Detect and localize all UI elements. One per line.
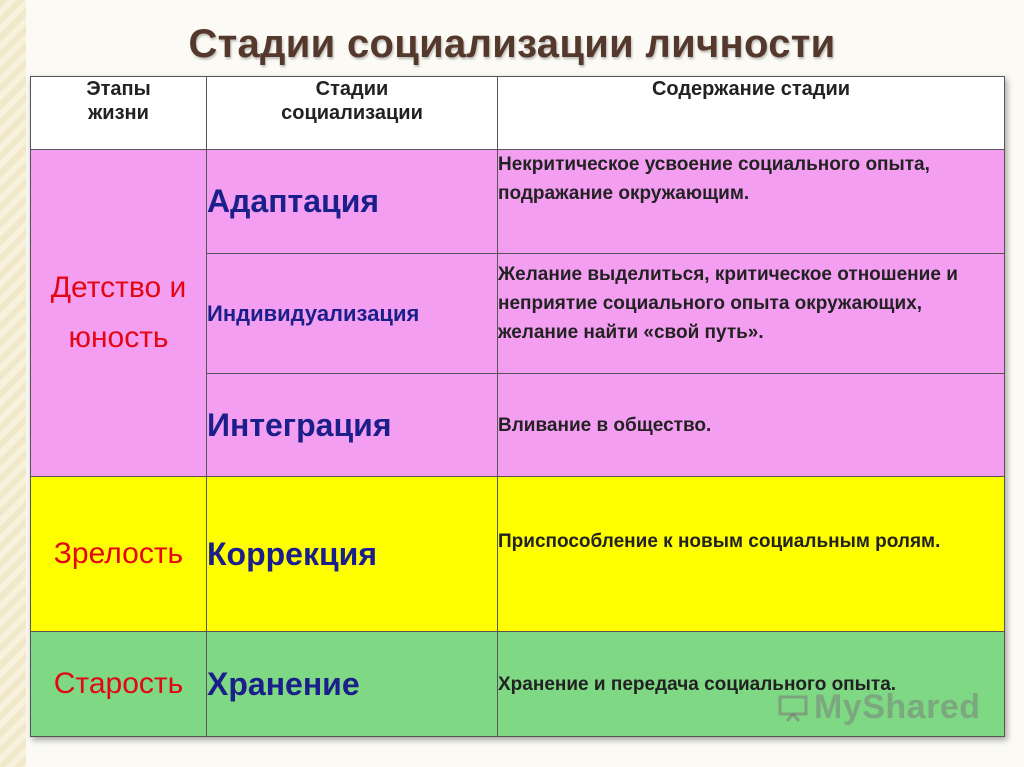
- table-row: [31, 477, 1005, 632]
- stage-integration: Интеграция: [207, 374, 498, 477]
- stage-content: Приспособление к новым социальным ролям.: [498, 477, 1005, 632]
- stage-content: Вливание в общество.: [498, 374, 1005, 477]
- table-row: [31, 150, 1005, 254]
- watermark: [778, 688, 981, 727]
- table-header-row: [31, 77, 1005, 150]
- header-stage-content: Содержание стадии: [498, 77, 1005, 150]
- stage-preservation: Хранение: [207, 632, 498, 737]
- watermark-text: MyShared: [814, 688, 981, 726]
- page-title: Стадии социализации личности: [188, 22, 836, 66]
- life-stage-old-age: Старость: [31, 632, 207, 737]
- socialization-table: [30, 76, 1005, 737]
- life-stage-childhood: Детство и юность: [31, 150, 207, 477]
- stage-content: Хранение и передача социального опыта.: [498, 632, 1005, 737]
- life-stage-maturity: Зрелость: [31, 477, 207, 632]
- decorative-stripe: [0, 0, 26, 767]
- header-socialization-stages: Стадии социализации: [207, 77, 498, 150]
- stage-correction: Коррекция: [207, 477, 498, 632]
- stage-individualization: Индивидуализация: [207, 254, 498, 374]
- header-life-stages: Этапы жизни: [31, 77, 207, 150]
- stage-content: Желание выделиться, критическое отношение и неприятие социального опыта окружающих, желание найти «свой путь».: [498, 254, 1005, 374]
- stage-adaptation: Адаптация: [207, 150, 498, 254]
- stage-content: Некритическое усвоение социального опыта, подражание окружающим.: [498, 150, 1005, 254]
- presentation-icon: [778, 694, 808, 722]
